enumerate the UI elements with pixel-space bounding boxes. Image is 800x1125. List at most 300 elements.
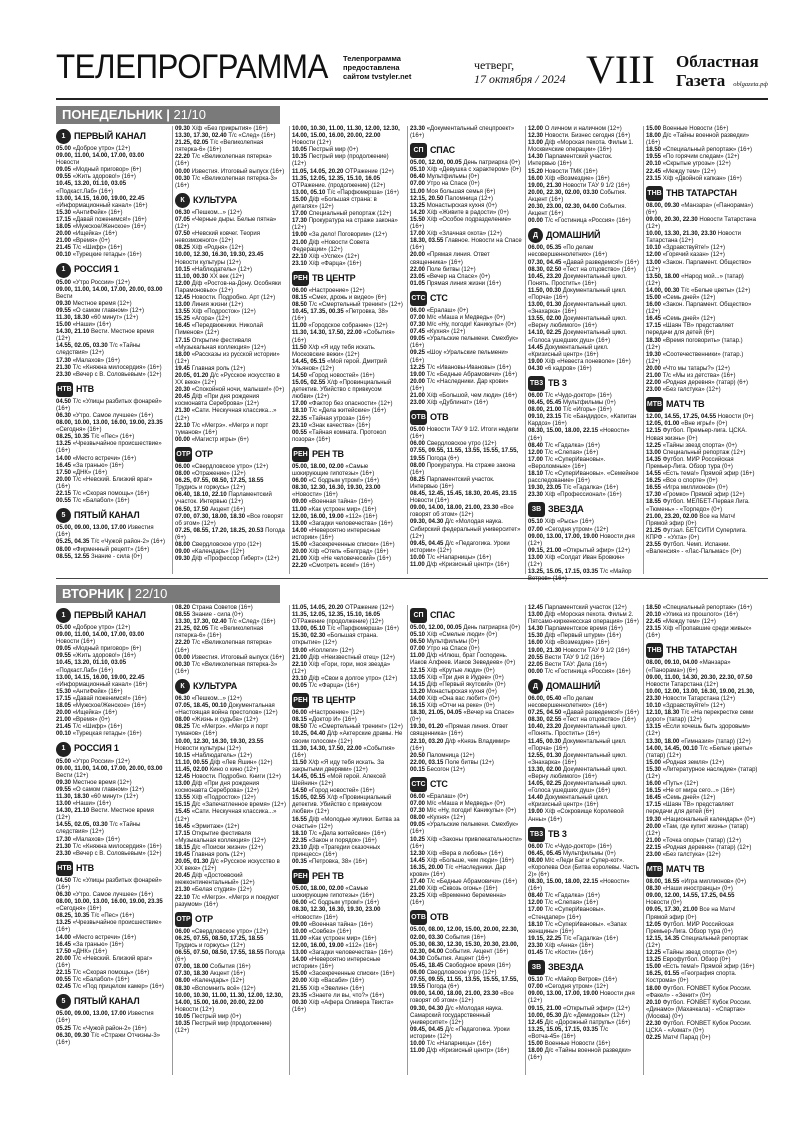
channel-name: СТС bbox=[430, 778, 448, 789]
program-time: 12.30 bbox=[528, 133, 545, 140]
program-title: Т/с «Тайны следствия» (12+) bbox=[56, 822, 141, 836]
program-title: Матч! Парад (0+) bbox=[662, 1035, 711, 1042]
program-time: 10.00, 12.30, 16.30, 19.30, 23.55 bbox=[175, 738, 264, 745]
program-title: «Сегодня утром» (12+) bbox=[544, 984, 609, 991]
program-time: 12.05, 01.00 bbox=[646, 421, 682, 428]
program-time: 21.30 bbox=[56, 843, 73, 850]
program-listing bbox=[56, 710, 168, 717]
program-listing bbox=[56, 632, 168, 646]
program-title: Главное. Новости на Спасе (16+) bbox=[410, 238, 522, 252]
channel-name: КУЛЬТУРА bbox=[193, 680, 238, 691]
program-listing bbox=[292, 464, 404, 478]
program-title: Х/ф «Большой, чем люди» (16+) bbox=[426, 393, 518, 399]
program-title: «Если хочешь быть здоровым» (12+) bbox=[646, 724, 751, 738]
channel-block bbox=[528, 960, 640, 1062]
program-listing bbox=[175, 929, 287, 936]
program-listing bbox=[56, 547, 168, 554]
program-title: «Тест на отцовство» (16+) bbox=[563, 266, 636, 273]
program-time: 20.00 bbox=[292, 549, 309, 556]
program-listing bbox=[175, 176, 287, 190]
program-time: 21.00 bbox=[56, 717, 73, 724]
program-time: 19.45 bbox=[175, 365, 192, 372]
program-title: «Тайная угроза» (16+) bbox=[308, 415, 371, 422]
program-title: «Самые шокирующие гипотезы» (16+) bbox=[292, 463, 375, 478]
program-time: 14.10, 02.25 bbox=[528, 330, 564, 337]
program-title: «Малахов» (16+) bbox=[72, 836, 120, 843]
program-title: «Манзара» («Панорама») (6+) bbox=[646, 660, 731, 674]
program-time: 14.30 bbox=[528, 154, 545, 161]
program-title: Х/ф «Двойной капкан» (16+) bbox=[662, 175, 742, 182]
program-listing bbox=[56, 984, 168, 991]
program-title: «Военная тайна» (16+) bbox=[308, 499, 373, 506]
program-title: «Давай разведемся!» (16+) bbox=[563, 259, 639, 266]
program-time: 17.00 bbox=[292, 211, 309, 218]
program-time: 06.00 bbox=[175, 463, 192, 470]
program-listing bbox=[175, 964, 287, 971]
program-title: «Время» (0+) bbox=[72, 238, 110, 245]
program-time: 06.00, 05.35 bbox=[528, 245, 564, 252]
program-title: Местное время (12+) bbox=[72, 300, 132, 307]
program-time: 11.30, 18.30 bbox=[56, 793, 91, 800]
program-time: 21.30 bbox=[175, 887, 192, 894]
program-title: Х/ф «Сокровище Королевой Анны» (16+) bbox=[528, 809, 624, 823]
program-title: «Все о спорте» (0+) bbox=[662, 478, 718, 485]
program-title: Т/с «Под прицелом камер» (16+) bbox=[72, 984, 164, 991]
program-listing bbox=[56, 217, 168, 224]
program-time: 20.05, 01.20 bbox=[175, 373, 211, 379]
program-title: Д/ф «Князь Владимир» (16+) bbox=[410, 738, 511, 752]
program-time: 12.45 bbox=[175, 294, 192, 301]
program-time: 07.25, 08.55, 17.20, 18.25, 20.53 bbox=[175, 527, 266, 534]
program-time: 22.10, 03.20 bbox=[410, 738, 446, 745]
program-time: 08.00 bbox=[175, 471, 192, 478]
program-listing bbox=[292, 423, 404, 430]
program-listing bbox=[175, 549, 287, 556]
column-divider bbox=[407, 605, 408, 1075]
program-title: Т/с «Бедные Абрамовичи» (16+) bbox=[426, 371, 518, 378]
program-title: Пестрый мир (продолжение) (12+) bbox=[292, 154, 389, 168]
program-title: Х/ф «Возмездие» (16+) bbox=[544, 175, 610, 182]
program-listing bbox=[175, 936, 287, 950]
program-time: 21.45 bbox=[56, 724, 73, 731]
program-time: 05.00 bbox=[56, 146, 73, 152]
program-listing bbox=[528, 534, 640, 548]
channel-name: ПЯТЫЙ КАНАЛ bbox=[74, 510, 140, 521]
program-time: 12.15 bbox=[410, 667, 427, 674]
program-time: 11.50 bbox=[292, 759, 309, 766]
program-listing bbox=[56, 625, 168, 632]
program-title: «Есть тема!» Прямой эфир (16+) bbox=[662, 964, 755, 971]
program-title: Д/ф «При дня рождения космонавта Сереброва» (12+) bbox=[175, 781, 260, 795]
program-title: Т/с «Скорая помощь» (16+) bbox=[72, 970, 150, 977]
program-time: 14.45 bbox=[528, 344, 545, 351]
program-title: Мультфильмы (0+) bbox=[426, 174, 480, 181]
program-listing bbox=[292, 795, 404, 816]
program-listing bbox=[646, 338, 758, 352]
program-listing bbox=[528, 330, 640, 344]
program-time: 14.30, 21.10 bbox=[56, 329, 92, 336]
program-time: 19.55 bbox=[646, 154, 663, 161]
program-listing bbox=[56, 146, 168, 153]
program-listing bbox=[410, 541, 522, 555]
program-title: Д/ф «При дня рождения космонавта Сереброва» (12+) bbox=[175, 394, 260, 408]
program-listing bbox=[528, 724, 640, 738]
program-time: 13.00 bbox=[646, 259, 663, 266]
program-listing bbox=[292, 345, 404, 359]
program-title: «Календарь» (12+) bbox=[191, 549, 245, 556]
program-listing bbox=[56, 851, 168, 858]
program-listing bbox=[56, 660, 168, 674]
program-title: Т/с «СуперИвановы». «Вероломные» (16+) bbox=[528, 456, 606, 470]
program-listing bbox=[528, 739, 640, 753]
program-listing bbox=[528, 795, 640, 809]
program-time: 22.00 bbox=[646, 380, 663, 387]
program-title: «Магистр игры» (6+) bbox=[191, 436, 249, 443]
program-listing bbox=[175, 542, 287, 549]
program-title: Поле битвы (12+) bbox=[426, 266, 476, 273]
program-title: Известия (16+) bbox=[56, 525, 154, 539]
channel-logo-icon: 1 bbox=[56, 742, 71, 757]
program-title: Т/с «Чудо-доктор» (16+) bbox=[544, 843, 612, 850]
column-divider bbox=[643, 126, 644, 574]
program-title: «Засекреченные списки» (16+) bbox=[308, 971, 395, 978]
program-time: 07.00, 07.30, 18.00, 18.30 bbox=[175, 513, 247, 520]
program-listing bbox=[646, 936, 758, 950]
program-listing bbox=[528, 907, 640, 921]
program-title: «Время» (0+) bbox=[72, 717, 110, 724]
program-time: 10.25 bbox=[410, 836, 427, 843]
program-time: 12.00 bbox=[528, 449, 545, 456]
program-title: «Семь дней» (12+) bbox=[662, 795, 716, 802]
program-listing bbox=[528, 527, 640, 534]
program-title: Х/ф «Без прикрытия» (16+) bbox=[191, 126, 268, 132]
program-title: «События» (16+) bbox=[292, 330, 395, 344]
program-title: «Все говорят об этом» (12+) bbox=[410, 505, 514, 519]
program-title: «Петровка, 38» (16+) bbox=[292, 309, 389, 323]
program-time: 08.00 bbox=[175, 541, 192, 548]
program-listing bbox=[410, 448, 522, 462]
channel-logo-icon: РЕН bbox=[292, 869, 309, 884]
program-listing bbox=[175, 887, 287, 894]
program-time: 06.50 bbox=[410, 639, 427, 646]
channel-name: МАТЧ ТВ bbox=[666, 864, 705, 875]
program-listing bbox=[528, 900, 640, 907]
program-listing bbox=[292, 430, 404, 444]
program-time: 13.00, 01.30 bbox=[528, 302, 564, 309]
program-time: 16.55 bbox=[292, 816, 309, 823]
program-title: Т/с «След» (16+) bbox=[228, 133, 276, 140]
program-listing bbox=[56, 1033, 168, 1047]
program-listing bbox=[292, 416, 404, 423]
program-time: 12.00, 16.00, 19.00 bbox=[292, 942, 346, 949]
program-listing bbox=[292, 254, 404, 261]
program-listing bbox=[292, 831, 404, 838]
program-title: «Фирменный рецепт» (16+) bbox=[72, 546, 150, 553]
column-divider bbox=[643, 605, 644, 1075]
channel-logo-icon: СТС bbox=[410, 777, 427, 792]
program-title: Т/с «Наследники. Дар крови» (16+) bbox=[410, 378, 509, 392]
program-listing bbox=[410, 970, 522, 977]
channel-block bbox=[56, 742, 168, 858]
program-listing bbox=[410, 308, 522, 315]
program-time: 22.10 bbox=[292, 661, 309, 668]
program-time: 19.00 bbox=[410, 371, 427, 378]
program-title: Д/ф «Кризисный центр» (16+) bbox=[426, 561, 510, 568]
program-title: «Между тем» (12+) bbox=[662, 168, 716, 175]
program-time: 15.20 bbox=[528, 168, 545, 175]
program-listing bbox=[56, 280, 168, 287]
program-title: «Шаян ТВ» представляет передачи для детей (6+) bbox=[646, 802, 734, 816]
program-time: 16.00 bbox=[646, 302, 663, 309]
program-time: 21.00 bbox=[646, 837, 663, 844]
program-time: 18.30 bbox=[646, 337, 663, 344]
program-time: 16.25 bbox=[646, 478, 663, 485]
program-time: 09.30 bbox=[175, 556, 192, 563]
program-time: 00.30 bbox=[175, 661, 192, 668]
program-title: Д/с «Дорожный патруль» (16+) bbox=[544, 1019, 631, 1026]
program-title: «Фактор без опасности» (12+) bbox=[308, 401, 393, 408]
program-listing bbox=[646, 950, 758, 957]
program-title: Х/ф «Особое подразделение» (16+) bbox=[410, 216, 512, 231]
program-listing bbox=[528, 655, 640, 662]
program-time: 09.05 bbox=[56, 646, 73, 653]
channel-name: ТВ 3 bbox=[548, 377, 567, 388]
program-time: 00.55 bbox=[56, 977, 73, 984]
program-listing bbox=[175, 245, 287, 252]
program-time: 22.10 bbox=[175, 422, 192, 429]
program-listing bbox=[292, 499, 404, 506]
program-listing bbox=[292, 662, 404, 676]
program-title: «Время поговорить» (татар.) (12+) bbox=[646, 337, 743, 351]
program-time: 09.45, 04.45 bbox=[410, 1026, 446, 1033]
channel-logo-icon: ТВ3 bbox=[528, 376, 545, 391]
program-title: Т/с «Гадалка» (16+) bbox=[563, 485, 619, 492]
program-title: «Знаете ли вы, что?» (16+) bbox=[308, 992, 385, 999]
program-title: Футбол. FONBET Кубок России. «Динамо» (Махачкала) - «Спартак» (Москва) (0+) bbox=[646, 999, 752, 1020]
program-time: 13.00 bbox=[175, 781, 192, 788]
channel-name: ТВ ЦЕНТР bbox=[312, 695, 356, 706]
program-listing bbox=[528, 1013, 640, 1020]
program-title: Т/с «СуперИвановы». «Запах женщины» (16+) bbox=[528, 921, 627, 935]
program-listing bbox=[175, 950, 287, 964]
program-listing bbox=[292, 760, 404, 774]
program-title: «Совбез» (16+) bbox=[308, 928, 352, 935]
program-title: Д/с «Запечатленное время» (12+) bbox=[191, 802, 286, 809]
program-title: Т/с «Майор Ветров» (16+) bbox=[544, 977, 618, 984]
program-time: 09.00, 14.00, 18.00, 21.00, 23.30 bbox=[410, 505, 501, 512]
program-title: Х/ф «Рысь» (16+) bbox=[544, 519, 594, 526]
program-time: 13.05 bbox=[410, 674, 427, 681]
program-title: Поле битвы (12+) bbox=[445, 759, 494, 766]
program-time: 15.00 bbox=[646, 759, 663, 766]
program-listing bbox=[646, 380, 758, 387]
program-title: «Городское собрание» (12+) bbox=[308, 323, 388, 330]
program-title: Т/с «След» (16+) bbox=[228, 619, 276, 626]
program-listing bbox=[410, 703, 522, 710]
program-time: 14.00 bbox=[56, 934, 73, 941]
program-time: 15.00 bbox=[646, 964, 663, 971]
program-time: 09.15, 21.00 bbox=[528, 547, 564, 554]
program-title: «Давай поженимся!» (16+) bbox=[72, 216, 147, 223]
program-title: «Народ мой...» (татар) (12+) bbox=[646, 273, 744, 287]
program-time: 23.00 bbox=[646, 852, 663, 858]
page-header bbox=[56, 48, 768, 100]
program-time: 20.45 bbox=[175, 394, 192, 401]
program-listing bbox=[646, 499, 758, 513]
program-title: Акцент (16+) bbox=[210, 506, 246, 513]
program-listing bbox=[292, 633, 404, 647]
program-title: «Соотечественники» (татар.) (12+) bbox=[646, 351, 744, 365]
program-time: 10.45, 17.35, 00.35 bbox=[292, 309, 346, 316]
program-listing bbox=[56, 675, 168, 689]
program-listing bbox=[175, 140, 287, 154]
program-title: «Тайны звезд спорта» (0+) bbox=[662, 442, 737, 449]
program-listing bbox=[528, 548, 640, 555]
program-listing bbox=[528, 260, 640, 267]
program-listing bbox=[410, 350, 522, 364]
program-title: Х/ф «Я иду тебя искать. Московские вежи» (12+) bbox=[292, 344, 376, 358]
program-title: Т/с «Парфюмерша» (16+) bbox=[327, 189, 399, 196]
program-time: 14.50 bbox=[292, 373, 309, 379]
program-time: 14.50 bbox=[292, 788, 309, 795]
program-title: Новости культуры (12+) bbox=[175, 745, 241, 752]
program-time: 09.00, 20.30, 22.30 bbox=[646, 216, 700, 223]
program-listing bbox=[175, 662, 287, 676]
program-listing bbox=[646, 316, 758, 323]
program-title: Документальный цикл. «Верну любимого» (16+) bbox=[528, 316, 627, 330]
schedule-column bbox=[292, 605, 404, 1075]
program-listing bbox=[292, 261, 404, 268]
program-title: Т/с «Мегрэ». «Мегрэ и порт туманов» (16+) bbox=[175, 724, 269, 738]
program-listing bbox=[56, 717, 168, 724]
program-title: Т/с «Кости» (16+) bbox=[544, 950, 594, 957]
program-title: Паломница (12+) bbox=[445, 195, 493, 202]
program-listing bbox=[175, 309, 287, 316]
program-title: Документальный цикл. «Кризисный центр» (16+) bbox=[528, 344, 609, 358]
channel-name: СПАС bbox=[430, 609, 455, 620]
program-title: Д/ф «Свои в долгое утро» (12+) bbox=[308, 675, 398, 682]
program-time: 11.30, 18.30 bbox=[56, 314, 91, 321]
program-title: Свердловское утро (12+) bbox=[191, 541, 262, 548]
program-time: 08.25 bbox=[175, 724, 192, 731]
program-title: «6 кадров» (16+) bbox=[544, 365, 592, 372]
program-title: «Ищейка» (16+) bbox=[72, 231, 118, 238]
program-title: Документальный цикл. «Голоса ушедших душ» (16+) bbox=[528, 330, 627, 344]
channel-header bbox=[528, 960, 640, 975]
program-listing bbox=[410, 491, 522, 505]
program-title: Новости bbox=[56, 160, 80, 167]
program-title: Футбол. МЕЛБЕТ-Первая Лига. «Тюмень» - «Торпедо» (0+) bbox=[646, 499, 750, 513]
program-time: 09.00, 11.00, 14.00, 17.00, 20.00, 03.00 bbox=[56, 286, 163, 293]
program-listing bbox=[528, 485, 640, 492]
channel-logo-icon: 1 bbox=[56, 608, 71, 623]
program-time: 08.00 bbox=[410, 815, 427, 822]
program-time: 14.20 bbox=[410, 209, 427, 216]
program-listing bbox=[56, 525, 168, 539]
program-time: 18.10 bbox=[528, 921, 545, 928]
channel-logo-icon: К bbox=[175, 193, 190, 208]
program-listing bbox=[410, 879, 522, 886]
program-time: 09.05, 17.30, 21.00 bbox=[646, 907, 700, 914]
program-listing bbox=[410, 724, 522, 738]
program-time: 20.00 bbox=[410, 378, 427, 385]
program-title: Знание - сила (0+) bbox=[191, 612, 243, 619]
program-listing bbox=[175, 507, 287, 514]
program-title: «Не от мира сего...» (16+) bbox=[662, 788, 735, 795]
program-time: 18.05 bbox=[56, 224, 73, 231]
program-title: Т/с «Великолепная пятерка-3» (16+) bbox=[175, 175, 278, 189]
program-listing bbox=[56, 1011, 168, 1025]
program-title: «Что мы татары?» (12+) bbox=[662, 365, 730, 372]
program-listing bbox=[175, 1014, 287, 1021]
program-title: Новости Татарстана (12+) bbox=[662, 695, 736, 702]
program-title: Пестрый мир (0+) bbox=[308, 147, 359, 154]
program-listing bbox=[292, 542, 404, 549]
program-title: Д/с «Молодая наука. Сибирский федеральный университет» (12+) bbox=[410, 519, 521, 540]
program-title: «Белая студия» (12+) bbox=[191, 887, 252, 894]
program-time: 09.30, 04.30 bbox=[410, 519, 446, 526]
program-time: 18.30, 21.05, 04.05 bbox=[410, 710, 464, 717]
channel-logo-icon: ЗВ bbox=[528, 960, 545, 975]
program-listing bbox=[175, 696, 287, 703]
program-title: Т/с «Слепая» (16+) bbox=[544, 900, 599, 907]
program-time: 17.15 bbox=[56, 695, 73, 702]
program-time: 01.05 bbox=[410, 280, 427, 287]
program-time: 23.10 bbox=[292, 844, 309, 851]
program-title: Т/с «Чудо-доктор» (16+) bbox=[544, 393, 612, 399]
channel-name: ТВ ЦЕНТР bbox=[312, 272, 356, 283]
program-title: «Как устроен мир» (16+) bbox=[308, 506, 377, 513]
program-listing bbox=[292, 724, 404, 731]
program-listing bbox=[646, 703, 758, 710]
channel-header bbox=[646, 862, 758, 877]
program-time: 10.15 bbox=[175, 266, 192, 273]
program-title: Трудись и горжусь» (12+) bbox=[175, 942, 246, 949]
program-listing bbox=[56, 956, 168, 970]
program-time: 13.00 bbox=[528, 140, 545, 147]
program-title: Новости. Подробно. Книги (12+) bbox=[191, 773, 281, 780]
program-title: Новости ТМК (16+) bbox=[544, 168, 598, 175]
program-listing bbox=[528, 710, 640, 717]
program-listing bbox=[410, 1006, 522, 1027]
program-title: Документальный цикл. «Верну любимого» (16+) bbox=[528, 766, 627, 780]
program-time: 09.00, 11.00, 14.00, 17.00, 03.00 bbox=[56, 632, 145, 639]
program-listing bbox=[56, 287, 168, 301]
program-title: Т/с «СуперИвановы». «Стендапер» (16+) bbox=[528, 907, 606, 921]
program-listing bbox=[175, 824, 287, 831]
program-title: Т/с «Великолепная пятерка-3» (16+) bbox=[175, 661, 278, 675]
program-time: 17.30 bbox=[56, 357, 73, 364]
program-title: Т/с «Наследники. Дар крови» (16+) bbox=[410, 864, 506, 878]
program-time: 09.00, 13.00, 17.00, 19.00 bbox=[528, 533, 600, 540]
channel-block bbox=[56, 994, 168, 1046]
program-time: 16.15 bbox=[646, 788, 663, 795]
program-time: 22.20 bbox=[175, 154, 192, 161]
program-listing bbox=[292, 176, 404, 190]
channel-header bbox=[56, 129, 168, 144]
program-listing bbox=[528, 753, 640, 767]
program-listing bbox=[292, 380, 404, 401]
program-time: 21.30 bbox=[56, 364, 73, 371]
program-title: «Малахов» (16+) bbox=[72, 357, 120, 364]
program-listing bbox=[175, 802, 287, 809]
program-title: Новости дня (12+) bbox=[528, 533, 635, 547]
program-listing bbox=[410, 646, 522, 653]
program-title: «Сати. Нескучная классика...» (12+) bbox=[175, 408, 277, 422]
program-time: 10.00, 10.30, 11.00, 11.30, 12.00, 12.30, 14.00, 15.00, 16.00, 20.00, 22.00 bbox=[175, 992, 283, 1006]
program-time: 13.55, 02.00 bbox=[528, 316, 564, 323]
program-listing bbox=[410, 710, 522, 724]
